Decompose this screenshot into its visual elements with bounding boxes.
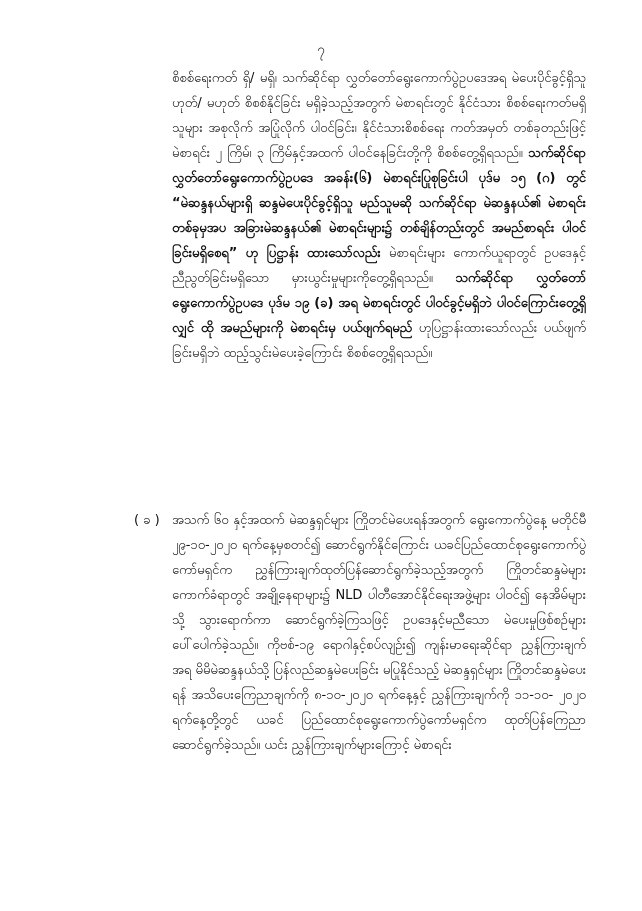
para1-bold-segment: သက်ဆိုင်ရာလွှတ်တော်ရွေးကောက်ပွဲဥပဒေ အခန်း(၆) မဲစာရင်းပြုစုခြင်းပါ ပုဒ်မ ၁၅ (ဂ) တွင် “မဲဆန္ဒနယ်များရှိ ဆန္ဒမဲပေးပိုင်ခွင့်ရှိသူ မည်သူမဆို သက်ဆိုင်ရာ မဲဆန္ဒနယ်၏ မဲစာရင်းတစ်ခုမှအပ အခြားမဲဆန္ဒနယ်၏ မဲစာရင်းများ၌ တစ်ချိန်တည်းတွင် အမည်စာရင်း ပါဝင်ခြင်းမရှိစေရ” ဟု ပြဋ္ဌာန်း ထားသော်လည်း xyxy=(172,146,586,261)
para1-segment: စိစစ်ရေးကတ် ရှိ/ မရှိ၊ သက်ဆိုင်ရာ လွှတ်တော်ရွေးကောက်ပွဲဥပဒေအရ မဲပေးပိုင်ခွင့်ရှိသူ ဟုတ်/ မဟုတ် စိစစ်နိုင်ခြင်း မရှိခဲ့သည့်အတွက် မဲစာရင်းတွင် နိုင်ငံသား စိစစ်ရေးကတ်မရှိသူများ အစုလိုက် အပြုံလိုက် ပါဝင်ခြင်း၊ နိုင်ငံသားစိစစ်ရေး ကတ်အမှတ် တစ်ခုတည်းဖြင့် မဲစာရင်း ၂ ကြိမ်၊ ၃ ကြိမ်နှင့်အထက် ပါဝင်နေခြင်းတို့ကို စိစစ်တွေ့ရှိရသည်။ xyxy=(172,71,586,161)
paragraph-1 xyxy=(172,66,586,366)
para1-bold-segment: သက်ဆိုင်ရာ လွှတ်တော်ရွေးကောက်ပွဲဥပဒေ ပုဒ်မ ၁၉ (ခ) အရ မဲစာရင်းတွင် ပါဝင်ခွင့်မရှိဘဲ ပါဝင်ကြောင်းတွေ့ရှိလျှင် ထို အမည်များကို မဲစာရင်းမှ ပယ်ဖျက်ရမည် xyxy=(172,271,586,336)
para1-segment: မဲစာရင်းများ ကောက်ယူရာတွင် ဥပဒေနှင့်ညီညွတ်ခြင်းမရှိသော မှားယွင်းမှုများကိုတွေ့ရှိရသည်။ xyxy=(172,246,586,286)
para1-segment: ဟုပြဋ္ဌာန်းထားသော်လည်း ပယ်ဖျက်ခြင်းမရှိဘဲ ထည့်သွင်းမဲပေးခဲ့ကြောင်း စိစစ်တွေ့ရှိရသည်။ xyxy=(172,321,586,361)
list-marker-kha: ( ခ ) xyxy=(134,513,160,528)
page-number: ၇ xyxy=(317,42,325,58)
paragraph-2: အသက် ၆၀ နှင့်အထက် မဲဆန္ဒရှင်များ ကြိုတင်မဲပေးရန်အတွက် ရွေးကောက်ပွဲနေ့ မတိုင်မီ ၂၉-၁၀-၂၀၂၀ ရက်နေ့မှစတင်၍ ဆောင်ရွက်နိုင်ကြောင်း ယခင်ပြည်ထောင်စုရွေးကောက်ပွဲကော်မရှင်က ညွှန်ကြားချက်ထုတ်ပြန်ဆောင်ရွက်ခဲ့သည့်အတွက် ကြိုတင်ဆန္ဒမဲများ ကောက်ခံရာတွင် အချို့နေရာများ၌ NLD ပါတီအောင်နိုင်ရေးအဖွဲ့များ ပါဝင်၍ နေအိမ်များသို့ သွားရောက်ကာ ဆောင်ရွက်ခဲ့ကြသဖြင့် ဥပဒေနှင့်မညီသော မဲပေးမှုဖြစ်စဉ်များ ပေါ်ပေါက်ခဲ့သည်။ ကိုဗစ်-၁၉ ရောဂါနှင့်စပ်လျဉ်း၍ ကျန်းမာရေးဆိုင်ရာ ညွှန်ကြားချက်အရ မိမိမဲဆန္ဒနယ်သို့ ပြန်လည်ဆန္ဒမဲပေးခြင်း မပြုနိုင်သည့် မဲဆန္ဒရှင်များ ကြိုတင်ဆန္ဒမဲပေးရန် အသိပေးကြေညာချက်ကို ၈-၁၀-၂၀၂၀ ရက်နေ့နှင့် ညွှန်ကြားချက်ကို ၁၁-၁၀- ၂၀၂၀ ရက်နေ့တို့တွင် ယခင် ပြည်ထောင်စုရွေးကောက်ပွဲကော်မရှင်က ထုတ်ပြန်ကြေညာဆောင်ရွက်ခဲ့သည်။ ယင်း ညွှန်ကြားချက်များကြောင့် မဲစာရင်း xyxy=(172,513,586,753)
